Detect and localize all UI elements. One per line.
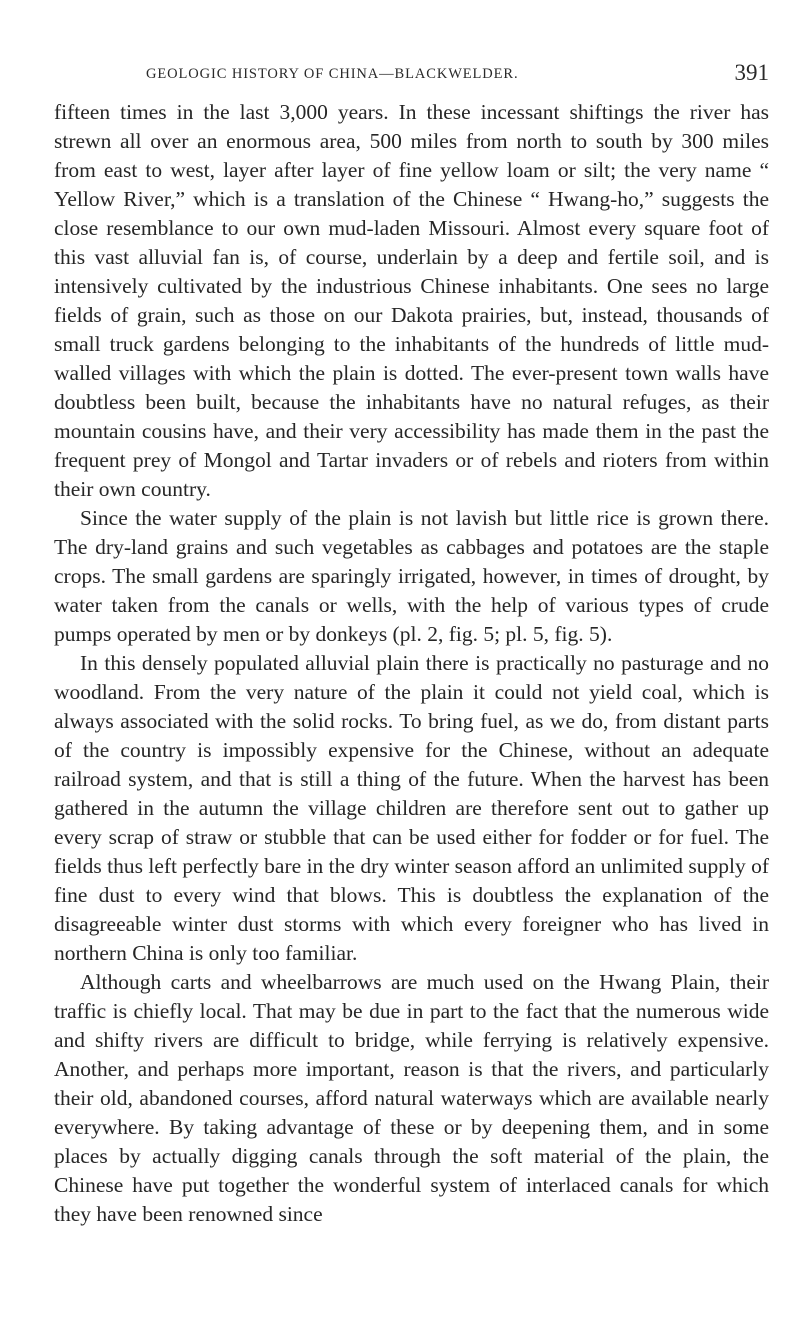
paragraph-1: fifteen times in the last 3,000 years. In these incessant shiftings the river has strewn all over an enormous area, 500 miles from north to south by 300 miles from east to west, layer after layer of fine yellow loam or silt; the very name “ Yellow River,” which is a translation of the Chinese “ Hwang-ho,” suggests the close resemblance to our own mud-laden Missouri. Almost every square foot of this vast alluvial fan is, of course, underlain by a deep and fertile soil, and is intensively cultivated by the industrious Chinese inhabitants. One sees no large fields of grain, such as those on our Dakota prairies, but, instead, thousands of small truck gardens belonging to the inhabitants of the hundreds of little mud-walled villages with which the plain is dotted. The ever-present town walls have doubtless been built, because the inhabitants have no natural refuges, as their mountain cousins have, and their very accessibility has made them in the past the frequent prey of Mongol and Tartar invaders or of rebels and rioters from within their own country. [54,100,769,501]
running-head [54,60,769,90]
paragraph-4: Although carts and wheelbarrows are much used on the Hwang Plain, their traffic is chiefly local. That may be due in part to the fact that the numerous wide and shifty rivers are difficult to bridge, while ferrying is relatively expensive. Another, and perhaps more important, reason is that the rivers, and particularly their old, abandoned courses, afford natural waterways which are available nearly everywhere. By taking advantage of these or by deepening them, and in some places by actually digging canals through the soft material of the plain, the Chinese have put together the wonderful system of interlaced canals for which they have been renowned since [54,970,769,1226]
book-page [54,60,769,1229]
body-text [54,98,769,1229]
running-title: GEOLOGIC HISTORY OF CHINA—BLACKWELDER. [146,66,519,82]
paragraph-3: In this densely populated alluvial plain there is practically no pasturage and no woodland. From the very nature of the plain it could not yield coal, which is always associated with the solid rocks. To bring fuel, as we do, from distant parts of the country is impossibly expensive for the Chinese, without an adequate railroad system, and that is still a thing of the future. When the harvest has been gathered in the autumn the village children are therefore sent out to gather up every scrap of straw or stubble that can be used either for fodder or for fuel. The fields thus left perfectly bare in the dry winter season afford an unlimited supply of fine dust to every wind that blows. This is doubtless the explanation of the disagreeable winter dust storms with which every foreigner who has lived in northern China is only too familiar. [54,651,769,965]
page-number: 391 [734,60,769,85]
paragraph-2: Since the water supply of the plain is not lavish but little rice is grown there. The dry-land grains and such vegetables as cabbages and potatoes are the staple crops. The small gardens are sparingly irrigated, however, in times of drought, by water taken from the canals or wells, with the help of various types of crude pumps operated by men or by donkeys (pl. 2, fig. 5; pl. 5, fig. 5). [54,506,769,646]
